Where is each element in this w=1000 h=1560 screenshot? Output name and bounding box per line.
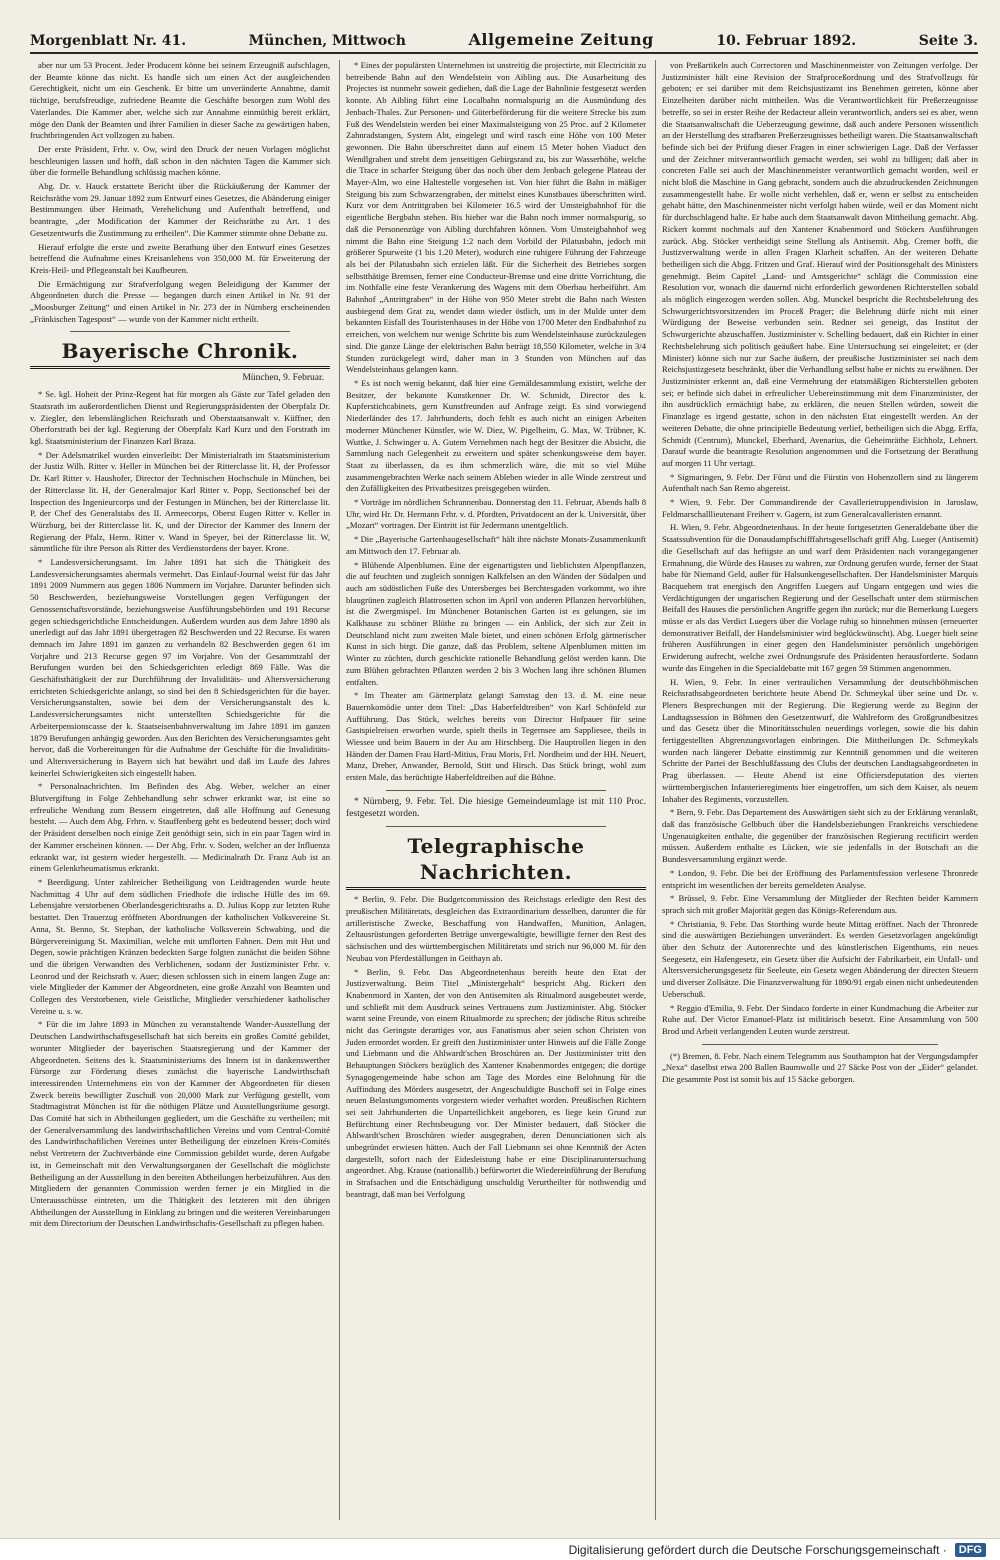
article-paragraph: * Der Adelsmatrikel wurden einverleibt: Der Ministerialrath im Staatsministerium der Justiz Wilh. Ritter v. Heller in München bei der Ritterclasse lit. H, der Professor Dr. Karl Ritter v. Haushofer, Director der Technischen Hochschule in München, bei der Ritterclasse lit. H, der Generalmajor Karl Ritter v. Popp, Sectionschef bei der Inspection des Ingenieurcorps und der Festungen in München, bei der Ritterclasse lit. P, der Chef des Generalstabs des II. Armeecorps, Oberst Eugen Ritter v. Keller in Würzburg, bei der Ritterclasse lit. K, und der Director der Kammer des Innern der Regierung der Pfalz, Herm. Ritter v. Wand in Speyer, bei der Ritterclasse lit. W, sämmtliche für ihre Person als Ritter des Verdienstordens der bayer. Krone. — [30, 449, 330, 554]
article-paragraph: * Wien, 9. Febr. Der Commandirende der Cavallerietruppendivision in Jaroslaw, Feldmarschalllieutenant Freiherr v. Gagern, ist zum Generalcavalleristen ernannt. — [662, 497, 978, 519]
article-paragraph: * Landesversicherungsamt. Im Jahre 1891 hat sich die Thätigkeit des Landesversicherungsamtes abermals vermehrt. Das Einlauf-Journal weist für das Jahr 1891 2009 Nummern aus gegen 1806 Nummern im Vorjahre. Darunter befinden sich 50 Beschwerden, beziehungsweise Vorstellungen gegen Verfügungen der Genossenschaftsvorstände, beziehungsweise Ausführungsbehörden und 191 Recurse gegen schiedsgerichtliche Entscheidungen. Außerdem wurden aus dem Jahre 1890 als unerledigt auf das Jahr 1891 übergetragen 82 Beschwerden und 22 Recurse. Es waren demnach im Jahre 1891 im ganzen zu verhandeln 82 Beschwerden gegen 61 im Vorjahre und 213 Recurse gegen 97 im Vorjahre. Von der Gesammtzahl der Berufungen wurden bei den Schiedsgerichten erledigt 869 Fälle. Was die Geschäftsthätigkeit der zur Durchführung der Invaliditäts- und Altersversicherung errichteten Schiedsgerichte anlangt, so sind bei den 8 Schiedsgerichten für die bayer. Versicherungsanstalten, sowie bei dem der Versicherungsanstalt des k. Landesversicherungsamtes nicht unterstellten Schiedsgerichte für die Arbeiterpensionscasse der k. Staatseisenbahnverwaltung im Jahre 1891 im ganzen 1879 Berufungen anhängig geworden. Aus den Berichten des Versicherungsamtes geht hervor, daß die Vorbereitungen für die Aufnahme der Geschäfte für die Invaliditäts- und Altersversicherung in Bayern sich hat bewährt und daß im Laufe des Jahres keinerlei Schwierigkeiten sich eingestellt haben. — [30, 557, 330, 778]
section-rule — [702, 1044, 938, 1045]
article-paragraph: * Im Theater am Gärtnerplatz gelangt Samstag den 13. d. M. eine neue Bauernkomödie unter dem Titel: „Das Haberfeldtreiben“ von Karl Schönfeld zur Aufführung. Das Stück, welches bereits von Director Hofpauer für seine Gastspielreisen erworben wurde, spielt theils in Tegernsee am Sappliesee, theils in Wiessee und beim Bauern in der Au am Hirschberg. Die Hauptrollen liegen in den Händen der Damen Frau Hartl-Mitius, Frau Moris, Frl. Nordheim und der HH. Neuert, Manz, Dreher, Anwander, Bernold, Stitt und Hirsch. Das Stück bringt, wohl zum ersten Male, das berüchtigte Haberfeldtreiben auf die Bühne. — [346, 690, 646, 783]
news-item-nuernberg: * Nürnberg, 9. Febr. Tel. Die hiesige Gemeindeumlage ist mit 110 Proc. festgesetzt worden. — [346, 796, 646, 819]
column-3 — [662, 60, 978, 1510]
article-paragraph: * Sigmaringen, 9. Febr. Der Fürst und die Fürstin von Hohenzollern sind zu längerem Aufenthalt nach San Remo abgereist. — [662, 471, 978, 494]
dateline: München, 9. Februar. — [242, 373, 324, 384]
article-paragraph: * Se. kgl. Hoheit der Prinz-Regent hat für morgen als Gäste zur Tafel geladen den Staatsrath im außerordentlichen Dienst und Regierungspräsidenten der Oberpfalz Dr. v. Ziegler, den lebenslänglichen Reichsrath und Oberstaatsanwalt v. Küffner, den Oberforstrath bei der kgl. Regierung der Oberpfalz Karl Kurz und den Forstrath im kgl. Staatsministerium der Finanzen Karl Braza. — [30, 389, 330, 446]
funding-notice: Digitalisierung gefördert durch die Deutsche Forschungsgemeinschaft · — [568, 1542, 947, 1557]
article-paragraph: * Eines der populärsten Unternehmen ist unstreitig die projectirte, mit Electricität zu betreibende Bahn auf den Wendelstein von Aibling aus. Die Ausarbeitung des Projectes ist nunmehr soweit gediehen, daß die Lage der Bahnlinie festgesetzt werden konnte. Ab Aibling führt eine Localbahn normalspurig an die Ausmündung des Jenbach-Thales. Zur Personen- und Güterbeförderung für die weitere Strecke bis zum Fuß des Wendelstein werden bei einer Maximalsteigung von 25 Proc. auf 2 Kilometer Zahnradstangen, System Abt, eingelegt und wird rasch eine Höhe von 100 Meter gewonnen. Die Bahn überschreitet dann auf einem 15 Meter hohen Viaduct den Wendlgraben und strebt dem jenseitigen Gebirgsrand zu, bis zur Wasserhöhe, welche die Trace in scharfer Steigung über das noch über dem Jenbach gelegene Plateau der Mayer-Alm, wo eine Haltestelle vorgesehen ist. Von hier führt die Bahn in mäßiger Steigung bis zum Schwarzengraben, der mittelst eines Kunstbaues überschritten wird. Kurz vor dem Antrittgraben bei Kilometer 16.5 wird der Umsteigbahnhof für die eigentliche Bergbahn stehen. Bis hieher war die Bahn noch immer normalspurig, so daß die Personenzüge von Aibling durchfahren können. Vom Umsteigbahnhof weg nimmt die Bahn eine Steigung 1:2 nach dem Vorbild der Pilatusbahn, jedoch mit größerer Spurweite (1 bis 1.20 Meter), wodurch eine ruhigere Führung der Fahrzeuge als bei der Pilatusbahn sich erzielen läßt. Für die Sicherheit des Betriebes sorgen selbstthätige Bremsen, ferner eine Conducteur-Bremse und eine dritte Vorrichtung, die im Nothfalle eine feste Verankerung des Wagens mit dem Oberbau herbeiführt. Am Bahnhof „Antrittgraben“ in der Höhe von 950 Meter strebt die Bahn nach Westen ausbiegend dem Grat zu, wendet dann wieder östlich, um in der Mulde unter dem bekannten Eisfall des Touristenhauses in der Höhe von 1700 Meter den Endbahnhof zu erreichen, von welchem nur wenige Schritte bis zum Wendelsteinhause zurückzulegen sind. Die ganze Länge der elektrischen Bahn beträgt 18,550 Kilometer, welche in 3/4 Stunden zurückgelegt wird, daher man in 3 Stunden von München auf das Wendelsteinhaus gelangen kann. — [346, 60, 646, 375]
article-paragraph: H. Wien, 9. Febr. Abgeordnetenhaus. In der heute fortgesetzten Generaldebatte über die Staatssubvention für die Donaudampfschifffahrtsgesellschaft griff Abg. Lueger (Antisemit) die Gesellschaft auf das heftigste an und warf dem Präsidenten nach vorangegangener Ermahnung, die Würde des Hauses zu wahren, zur Ordnung gerufen wurde, ferner der Staat habe für Niemand Geld, außer für Halsunkengesellschaften. Der Handelsminister Marquis Bacquehem trat energisch den Angriffen Luegers auf Ungarn entgegen und wies die Verdächtigungen der ungarischen Regierung und der Gesellschaft unter dem stürmischen Beifall des Hauses die persönlichen Angriffe gegen ihn zurück; nur die Bemerkung Luegers müsse er als das Verdict Luegers über die Vorlage ruhig so hinnehmen müssen (erneuerter demonstrativer Beifall, der Handelsminister wird beglückwünscht). Abg. Lueger hielt seine früheren Ausführungen in einer gegen den Handelsminister persönlich ungehörigen Erwiderung aufrecht, welche zwei Ordnungsrufe des Präsidenten herausforderte. Sodann wurde das Eingehen in die Specialdebatte mit 167 gegen 59 Stimmen angenommen. — [662, 522, 978, 673]
article-paragraph: * Für die im Jahre 1893 in München zu veranstaltende Wander-Ausstellung der Deutschen Landwirthschaftsgesellschaft hat sich bereits ein großes Comité gebildet, worunter Mitglieder der bayerischen Staatsregierung und der Kammer der Abgeordneten. Seitens des k. Staatsministeriums des Innern ist in dankenswerther Fürsorge zur Förderung dieses zunächst die bayerische Landwirthschaft interessirenden Unternehmens ein von der Kammer der Abgeordneten für diesen Zweck bereits bewilligter Zuschuß von 20,000 Mark zur Verfügung gestellt, vom Stadtmagistrat München ist für die nöthigen Plätze und Ausstellungsräume gesorgt. Das Comité hat sich in Abtheilungen gegliedert, um die Geschäfte zu vertheilen; mit der Generalversammlung des landwirthschaftlichen Vereins und vom Central-Comité des Landwirthschaftlichen Vereines unter Betheiligung der einzelnen Kreis-Comités nebst Vertretern der Zuchtverbände eine Commission gebildet wurde, deren Aufgabe ist, in Gemeinschaft mit den Verwaltungsorganen der Gesellschaft die möglichste Betheiligung an der Ausstellung in den bereiten Abtheilungen herbeizuführen. Aus den Mitgliedern der genannten Commission werden ferner je ein Mitglied in die Unterausschüsse eintreten, um die Thätigkeit des letzteren mit den übrigen Abtheilungen der Ausstellung in Einklang zu bringen und die weiteren Vereinbarungen mit dem Directorium der Deutschen Landwirthschafts-Gesellschaft zu pflegen haben. — [30, 1019, 330, 1229]
article-paragraph: * Brüssel, 9. Febr. Eine Versammlung der Mitglieder der Rechten beider Kammern sprach sich mit großer Majorität gegen das Königs-Referendum aus. — [662, 893, 978, 915]
article-paragraph: * Blühende Alpenblumen. Eine der eigenartigsten und lieblichsten Alpenpflanzen, die auf feuchten und zugleich sonnigen Kalkfelsen an den Wänden der Südalpen und auch am südöstlichen Fuße des Untersberges bei Berchtesgaden vorkommt, wo ihre blaugrünen zugleich Blattrosetten schon im April von anderen Pflanzen hervorblühen, ist die Zwergmispel. Im Münchener Botanischen Garten ist es gelungen, sie im Kalkhause zu schöner Blüthe zu bringen — ein Anblick, der sich zur Zeit in Deutschland nicht zum zweiten Male bietet, und einen schönen Erfolg gärtnerischer Kunst in sich birgt. Die ganze, daß das Problem, seltene Alpenblumen mitten im Winter zu züchten, durch geschickte rationelle Behandlung gelöst werden kann. Die zum Blühen gebrachten Pflanzen werden 2 bis 3 Wochen lang ihre schönen Blumen entfalten. — [346, 559, 646, 687]
article-paragraph: von Preßartikeln auch Correctoren und Maschinenmeister von Zeitungen verfolge. Der Justizminister hält eine Revision der Strafproceßordnung und des Strafvollzugs für geboten; er sei darüber mit dem Reichsjustizamt ins Benehmen getreten, könne aber Einzelheiten darüber nicht mittheilen. Was die Verantwortlichkeit für Preßerzeugnisse betreffe, so sei in erster Reihe der Redacteur allein verantwortlich, anders sei es aber, wenn die Staatsanwaltschaft die Ueberzeugung gewinne, daß auch andere Personen wissentlich an der Herstellung des strafbaren Preßerzeugnisses betheiligt waren. Die Staatsanwaltschaft befinde sich bei der Prüfung dieser Fragen in einer schwierigen Lage. Daß der Verfasser und der Zeichner mitverantwortlich gemacht werden, sei wohl zu billigen; daß aber in concreten Falle sei auch der Maschinenmeister verantwortlich gemacht worden, weil er nicht bloß die Maschine in Gang gebracht, sondern auch die abzudruckenden Zeichnungen zusammengestellt habe. Er wolle nicht verhehlen, daß er, wenn er selbst zu entscheiden gehabt hätte, den Maschinenmeister nicht verfolgt haben würde, weil er das Moment nicht für durchschlagend halte. Er habe auch dem Staatsanwalt davon Mittheilung gemacht. Abg. Rickert kommt nochmals auf den Xantener Knabenmord und Stöckers Ausführungen zurück. Abg. Stöcker vertheidigt seine Stellung als Antisemit. Abg. Cremer hofft, die Justizverwaltung werde in allen Fragen Klarheit schaffen. An der weiteren Debatte betheiligen sich die Abgg. Fritzen und Graf. Hierauf wird der Positionsgehalt des Ministers genehmigt. Beim Capitel „Land- und Amtsgerichte“ schlägt die Commission eine Resolution vor, wonach die dauernd nicht erforderlich gewordenen Richterstellen sobald als möglich eingezogen werden sollen. Abg. Munckel bespricht die Rechtsbelehrung des Schwurgerichtsvorsitzenden im Proceß Prager; die Belehrung dürfe nicht mit einer Würdigung der Beweise verbunden sein. Redner sei geneigt, das Institut der Schwurgerichte abzuschaffen. Justizminister v. Schelling bedauert, daß ein Richter in einer Rechtsbelehrung sich politisch geäußert habe. Eine Untersuchung sei eingeleitet; er (der Minister) könne sich nur zur Sache äußern, der preußische Justizminister sei nach dem Reichsjustizgesetz beschränkt, über die Verhandlung selbst habe er nichts zu erwähnen. Der Justizminister erkennt an, daß eine Vermehrung der etatsmäßigen Richterstellen geboten sei; er befinde sich dabei in erfreulicher Uebereinstimmung mit dem Finanzminister, der ihn ausdrücklich ermächtigt habe, zu erklären, die neuen Stellen würden, soweit die Finanzlage es irgend gestatte, schon in den nächsten Etat eingestellt werden. An der weiteren Debatte, die ohne principielle Bedeutung verlief, betheiligen sich die Abgg. Erffa, Schmidt (Centrum), Munckel, Eberhard, Avenarius, die Geheimräthe Eichholz, Lehnert. Darauf wurde die beantragte Resolution angenommen und die Fortsetzung der Berathung auf morgen 11 Uhr vertagt. — [662, 60, 978, 468]
section-rule — [70, 331, 290, 332]
page-number: Seite 3. — [918, 33, 978, 49]
news-item-bremen: (*) Bremen, 8. Febr. Nach einem Telegramm aus Southampton hat der Vergungsdampfer „Nexa“ daselbst etwa 200 Ballen Baumwolle und 27 Säcke Post von der „Eider“ gelandet. Die gesammte Post ist somit bis auf 15 Säcke geborgen. — [662, 1050, 978, 1085]
column-divider — [655, 60, 656, 1520]
edition-number: Morgenblatt Nr. 41. — [30, 33, 187, 49]
article-paragraph: * London, 9. Febr. Die bei der Eröffnung des Parlamentsfession verlesene Thronrede entspricht im wesentlichen der bereits gemeldeten Analyse. — [662, 867, 978, 890]
issue-date: 10. Februar 1892. — [716, 33, 857, 49]
article-paragraph: * Personalnachrichten. Im Befinden des Abg. Weber, welcher an einer Blutvergiftung in Folge Zehbehandlung sehr schwer erkrankt war, ist eine so erfreuliche Wendung zum Bessern eingetreten, daß alle Hoffnung auf Genesung besteht. — Auch dem Abg. Frhrn. v. Stauffenberg geht es bedeutend besser; doch wird der Präsident derselben noch einige Zeit genöthigt sein, sich in ein paar Tagen wird in der Kammer erscheinen können. — Der Abg. Frhr. v. Soden, welcher an der Influenza erkrankt war, ist gestern wieder hergestellt. — Medicinalrath Dr. Franz Aub ist an einem Gelenkrheumatismus erkrankt. — [30, 781, 330, 874]
article-paragraph: * Es ist noch wenig bekannt, daß hier eine Gemäldesammlung existirt, welche der Besitzer, der bekannte Kunstkenner Dr. W. Schmidt, Director des k. Kupferstichcabinets, gern Kunstfreunden auf Anfrage zeigt. Es sind vorwiegend Niederländer des 17. Jahrhunderts, doch fehlt es auch nicht an einigen Arbeiten moderner Münchener Künstler, wie W. Diez, W. Pigelheim, G. Max, W. Trübner, K. Wuttke, J. Schwinger u. A. Gutem Vernehmen nach hegt der Besitzer die Absicht, die Sammlung nach Gelegenheit zu erweitern und später schenkungsweise dem bayer. Staat zu überlassen, da es ihm schmerzlich wäre, die mit so viel Mühe zusammengebrachten Werke nach seinem Ableben wieder in alle Winde zerstreut und den Zufälligkeiten des Privatbesitzes preisgegeben würden. — [346, 377, 646, 494]
article-paragraph: * Beerdigung. Unter zahlreicher Betheiligung von Leidtragenden wurde heute Nachmittag 4 Uhr auf dem südlichen Friedhofe die irdische Hülle des im 69. Lebensjahre verstorbenen Oberlandesgerichtsraths a. D. Julius Kopp zur letzten Ruhe bestattet. Den Trauerzug eröffneten Abordnungen der katholischen Volksvereine St. Anna, St. Benno, St. Stephan, der katholische Volksverein Schwabing, und die Bürgervereinigung St. Maximilian, welche mit umflorten Fahnen. Dem mit Hut und Degen, sowie prächtigen Kränzen bedeckten Sarge folgten zunächst die beiden Söhne und die übrigen Verwandten des Verblichenen, sodann der Justizminister Frhr. v. Leonrod und der Reichsrath v. Auer; diesen schlossen sich in einem langen Zuge an: viele Mitglieder der Kammer der Abgeordneten, eine große Anzahl von Beamten und Collegen des Verstorbenen, viele Geistliche, Mitglieder verschiedener katholischer Vereine u. s. w. — [30, 877, 330, 1016]
dfg-logo-icon: DFG — [955, 1543, 986, 1557]
digitization-footer — [0, 1538, 1000, 1560]
article-paragraph: H. Wien, 9. Febr. In einer vertraulichen Versammlung der deutschböhmischen Reichsrathsabgeordneten berichtete heute Abend Dr. Schmeykal über seine und Dr. v. Pleners Besprechungen mit der Regierung. Die Regierung werde zu Beginn der Landtagssession in Böhmen den Gesetzentwurf, die Wahlreform des Großgrundbesitzes und das Gesetz über die Minoritätsschulen neuerdings vorlegen, sowie die bis dahin fertiggestellten Abgrenzungsvorlagen einbringen. Die Mittheilungen Dr. Schmeykals wurden nach längerer Debatte einstimmig zur Kenntniß genommen und die weiteren Schritte der Partei der Beschlußfassung des Clubs der deutschen Landtagsabgeordneten in Prag überlassen. — Heute Abend ist eine Officiersdeputation des vierten württembergischen Infanterieregiments hier eingetroffen, um sich dem Kaiser, als neuem Inhaber des Regiments, vorzustellen. — [662, 676, 978, 804]
section-rule — [386, 790, 606, 791]
article-paragraph: * Die „Bayerische Gartenbaugesellschaft“ hält ihre nächste Monats-Zusammenkunft am Mittwoch den 17. Februar ab. — [346, 534, 646, 556]
article-paragraph: * Berlin, 9. Febr. Das Abgeordnetenhaus bereith heute den Etat der Justizverwaltung. Beim Titel „Ministergehalt“ bespricht Abg. Rickert den Knabenmord in Xanten, der von den Antisemiten als Ritualmord ausgebeutet werde, und schließt mit dem Ausdruck seines Vertrauens zum Justizminister. Abg. Stöcker warnt seine Freunde, von einem Ritualmorde zu sprechen; der jüdische Ritus schreibe nicht das Geringste derartiges vor, aus Fanatismus aber seien schon Christen von Juden ermordet worden. Er greift den Justizminister unter Hinweis auf die Fälle Zonge und Liebmann und die Ahlwardt'schen Broschüren an. Der Justizminister tritt den Behauptungen Stöckers bezüglich des Xantener Knabenmordes entgegen; die dortige Synagogengemeinde habe schon am Tage des Mordes eine Belohnung für die Auffindung des Mörders ausgesetzt, der Angeschuldigte Buschoff sei in Folge eines neuen Belastungsmoments vorgestern wieder verhaftet worden. Preußischen Richtern sei seit Jahrhunderten die Unparteilichkeit angeboren, es liege kein Grund zur Befürchtung einer Rechtsbeugung vor. Der Minister bedauert, daß Stöcker die Ahlwardt'schen Broschüren wieder ausgegraben, deren Denunciationen sich als unbegründet erwiesen hätten. Auch der Fall Liebmann sei ohne Kenntniß der Acten dargestellt, sofort nach der Eidesleistung habe er eine Disciplinaruntersuchung angeordnet. Abg. Krause (nationallib.) befürwortet die Wiedereinführung der Berufung in Strafsachen und die Entschädigung unschuldig Verurtheilter für nothwendig und beantragt, daß man bei Verfolgung — [346, 966, 646, 1199]
article-paragraph: Abg. Dr. v. Hauck erstattete Bericht über die Rückäußerung der Kammer der Reichsräthe vom 29. Januar 1892 zum Entwurf eines Gesetzes, die Abänderung einiger Bestimmungen über Heimath, Verehelichung und Aufenthalt betreffend, und beantragte, „der Modification der Kammer der Reichsräthe zu Art. 1 des Gesetzentwurfs die Zustimmung zu ertheilen“. Die Kammer stimmte ohne Debatte zu. — [30, 181, 330, 238]
place-and-day: München, Mittwoch — [248, 33, 406, 49]
column-2 — [346, 60, 646, 1510]
article-paragraph: * Berlin, 9. Febr. Die Budgetcommission des Reichstags erledigte den Rest des preußischen Militäretats, desgleichen das Extraordinarium desselben, darunter die für artilleristische Zwecke, Beschaffung von Handwaffen, Munition, Anlagen, Zeltausrüstungen geforderten Beträge unvergewaltigte, bewilligte ferner den Rest des sächsischen und des württembergischen Militäretats und strich nur 96,000 M. für den Neubau von Pferdeställungen in Geithayn ab. — [346, 894, 646, 963]
section-rule — [386, 826, 606, 827]
article-paragraph: aber nur um 53 Procent. Jeder Producent könne bei seinem Erzeugniß aufschlagen, der Beamte könne das nicht. Es handle sich um einen Act der ausgleichenden Gerechtigkeit, nicht um ein Geschenk. Er bitte um unveränderte Annahme, damit tüchtige, berufsfreudige, zufriedene Beamte die Geschäfte besorgen zum Wohl des Vaterlandes. Die Kammer aber, welche sich zur Annahme einmüthig bereit erklärt, möge den Dank der Beamten und ihrer Familien in dieser Sache zu gewärtigen haben, fruchtbringenden Act vollzogen zu haben. — [30, 60, 330, 141]
newspaper-title: Allgemeine Zeitung — [468, 30, 654, 49]
article-paragraph: * Reggio d'Emilia, 9. Febr. Der Sindaco forderte in einer Kundmachung die Arbeiter zur Ruhe auf. Der Victor Emanuel-Platz ist militärisch besetzt. Eine Ansammlung von 500 Brod und Arbeit verlangenden Leuten wurde zerstreut. — [662, 1002, 978, 1036]
column-divider — [339, 60, 340, 1520]
article-paragraph: * Vorträge im nördlichen Schrannenbau. Donnerstag den 11. Februar, Abends halb 8 Uhr, wird Hr. Dr. Hermann Frhr. v. d. Pfordten, Privatdocent an der k. Universität, über „Mozart“ vortragen. Der Eintritt ist für Jedermann unentgeltlich. — [346, 497, 646, 531]
article-paragraph: * Bern, 9. Febr. Das Departement des Auswärtigen sieht sich zu der Erklärung veranlaßt, daß das französische Gelbbuch über die Handelsbeziehungen Frankreichs verschiedene Ungenauigkeiten enthalte, die gegenüber der französischen Regierung rectificirt werden müssen. Außerdem enthalte es Lücken, wie sie jedenfalls in der Botschaft an die Bundesversammlung ergänzt werde. — [662, 807, 978, 865]
article-paragraph: * Christiania, 9. Febr. Das Storthing wurde heute Mittag eröffnet. Nach der Thronrede sind die auswärtigen Beziehungen unverändert. Es werden Gesetzvorlagen angekündigt über den Schutz der Autorenrechte und des künstlerischen Eigenthums, ein neues Seegesetz, ein Hafengesetz, ein Gesetz über die Aufsicht der Fabrikarbeit, ein Unfall- und Altersversicherungsgesetz für Seeleute, ein Gesetz wegen Abänderung der directen Steuern und diverser Zollsätze. Die Finanzverwaltung für 1890/91 ergab einen nicht unbedeutenden Ueberschuß. — [662, 918, 978, 999]
article-paragraph: Der erste Präsident, Frhr. v. Ow, wird den Druck der neuen Vorlagen möglichst beschleunigen lassen und hofft, daß schon in den nächsten Tagen die Kammer sich über die formelle Behandlung schlüssig machen könne. — [30, 143, 330, 178]
section-heading-telegraphische-nachrichten: Telegraphische Nachrichten. — [346, 833, 646, 890]
section-heading-bayerische-chronik: Bayerische Chronik. — [30, 338, 330, 369]
article-paragraph: Hierauf erfolgte die erste und zweite Berathung über den Entwurf eines Gesetzes betreffend die Aufnahme eines Kreisanlehens von 350,000 M. für Erweiterung der Kreis-Heil- und Pflegeanstalt bei Kaufbeuren. — [30, 241, 330, 275]
masthead — [30, 30, 978, 54]
column-1 — [30, 60, 330, 1510]
article-paragraph: Die Ermächtigung zur Strafverfolgung wegen Beleidigung der Kammer der Abgeordneten durch die Presse — begangen durch einen Artikel in Nr. 91 der „Moosburger Zeitung“ und einen Artikel in Nr. 273 der in Nürnberg erscheinenden „Fränkischen Tagespost“ — wurde von der Kammer nicht ertheilt. — [30, 278, 330, 324]
